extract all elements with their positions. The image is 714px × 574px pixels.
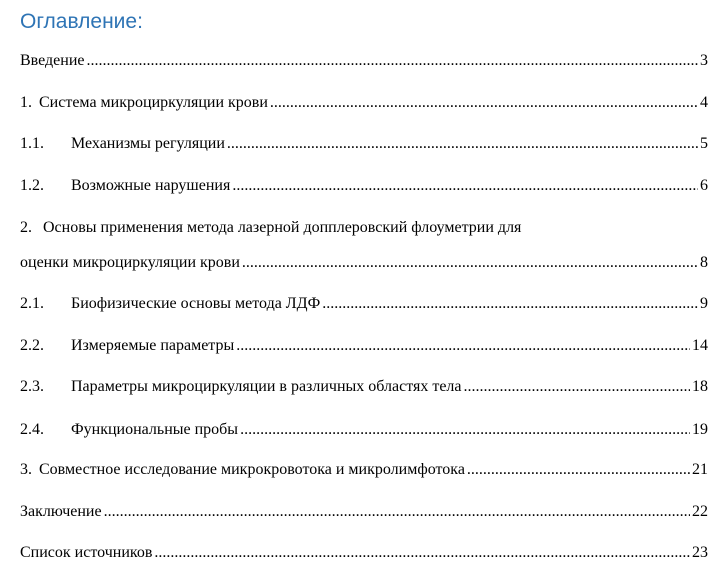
toc-leader-dots	[227, 134, 698, 154]
toc-page-number: 22	[692, 503, 708, 520]
toc-entry-section-1-2[interactable]	[20, 176, 708, 196]
toc-leader-dots	[236, 336, 690, 356]
toc-entry-number: 1.2.	[20, 177, 44, 194]
toc-entry-chapter-2-line1[interactable]	[20, 218, 708, 238]
toc-leader-dots	[232, 176, 698, 196]
toc-entry-title: Заключение	[20, 503, 102, 520]
toc-leader-dots	[240, 420, 690, 440]
toc-entry-title: Механизмы регуляции	[71, 135, 225, 152]
toc-entry-title: Совместное исследование микрокровотока и микролимфотока	[39, 461, 465, 478]
toc-page-number: 5	[700, 135, 708, 152]
toc-page-number: 14	[692, 337, 708, 354]
toc-entry-references[interactable]	[20, 543, 708, 563]
toc-page-number: 8	[700, 254, 708, 271]
toc-entry-chapter-2-line2[interactable]	[20, 253, 708, 273]
toc-leader-dots	[104, 502, 690, 522]
toc-leader-dots	[270, 93, 698, 113]
toc-leader-dots	[154, 543, 690, 563]
toc-entry-title: Возможные нарушения	[71, 177, 231, 194]
toc-page-number: 6	[700, 177, 708, 194]
toc-entry-number: 2.1.	[20, 295, 44, 312]
toc-entry-chapter-1[interactable]	[20, 93, 708, 113]
toc-page-number: 18	[692, 378, 708, 395]
toc-entry-title: Параметры микроциркуляции в различных областях тела	[71, 378, 462, 395]
toc-leader-dots	[87, 51, 699, 71]
toc-heading: Оглавление:	[20, 10, 143, 33]
toc-entry-title: Биофизические основы метода ЛДФ	[71, 295, 321, 312]
toc-page-number: 23	[692, 544, 708, 561]
toc-entry-section-2-2[interactable]	[20, 336, 708, 356]
toc-entry-number: 2.	[20, 219, 32, 236]
toc-entry-title-continued: оценки микроциркуляции крови	[20, 254, 240, 271]
toc-entry-title: Введение	[20, 52, 85, 69]
toc-entry-title: Функциональные пробы	[71, 421, 239, 438]
toc-page-number: 4	[700, 94, 708, 111]
toc-entry-number: 2.4.	[20, 421, 44, 438]
toc-page-number: 9	[700, 295, 708, 312]
toc-entry-conclusion[interactable]	[20, 502, 708, 522]
toc-page-number: 3	[700, 52, 708, 69]
toc-page-number: 21	[692, 461, 708, 478]
toc-entry-title: Список источников	[20, 544, 153, 561]
toc-leader-dots	[467, 460, 690, 480]
toc-page-number: 19	[692, 421, 708, 438]
toc-entry-section-1-1[interactable]	[20, 134, 708, 154]
toc-leader-dots	[322, 294, 698, 314]
toc-entry-introduction[interactable]	[20, 51, 708, 71]
toc-entry-number: 3.	[20, 461, 32, 478]
toc-entry-number: 2.2.	[20, 337, 44, 354]
toc-entry-number: 1.	[20, 94, 32, 111]
toc-entry-title: Система микроциркуляции крови	[39, 94, 268, 111]
toc-leader-dots	[464, 377, 690, 397]
toc-leader-dots	[242, 253, 698, 273]
toc-entry-number: 2.3.	[20, 378, 44, 395]
toc-entry-section-2-3[interactable]	[20, 377, 708, 397]
toc-entry-chapter-3[interactable]	[20, 460, 708, 480]
toc-entry-title: Измеряемые параметры	[71, 337, 235, 354]
toc-entry-title: Основы применения метода лазерной допплеровский флоуметрии для	[43, 219, 522, 236]
toc-entry-section-2-1[interactable]	[20, 294, 708, 314]
toc-entry-number: 1.1.	[20, 135, 44, 152]
toc-entry-section-2-4[interactable]	[20, 420, 708, 440]
